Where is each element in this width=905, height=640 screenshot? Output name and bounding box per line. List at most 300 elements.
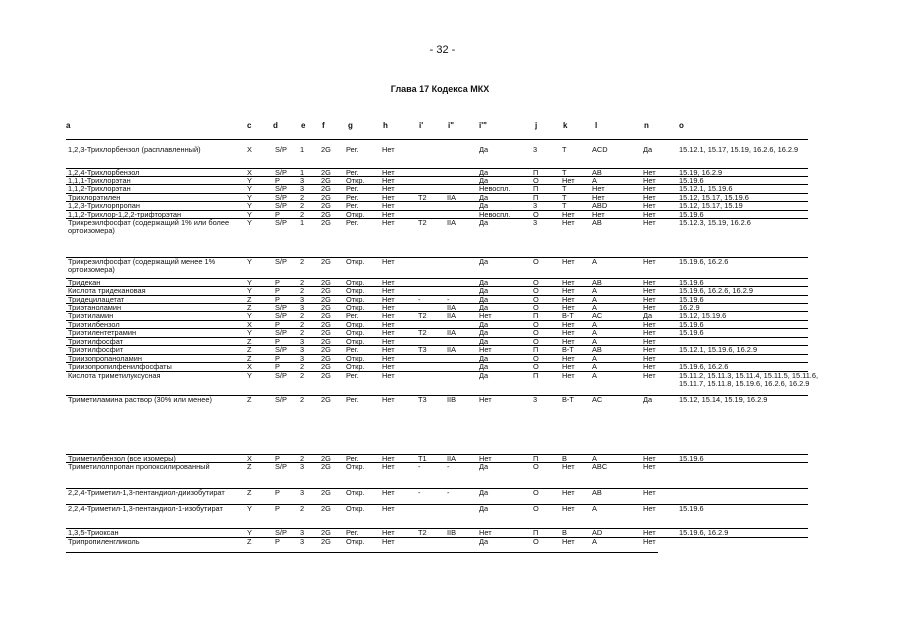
cell-i3: Да bbox=[479, 286, 489, 295]
cell-name: Трипропиленгликоль bbox=[68, 537, 140, 546]
cell-g: Откр. bbox=[346, 303, 365, 312]
cell-n: Нет bbox=[643, 537, 656, 546]
cell-n: Нет bbox=[643, 504, 656, 513]
cell-o: 15.12.1, 15.19.6 bbox=[679, 184, 733, 193]
cell-d: S/P bbox=[275, 303, 287, 312]
column-header-l: l bbox=[595, 121, 598, 130]
cell-l: AD bbox=[592, 528, 603, 537]
cell-d: S/P bbox=[275, 462, 287, 471]
cell-g: Откр. bbox=[346, 537, 365, 546]
cell-l: ABC bbox=[592, 462, 608, 471]
cell-l: A bbox=[592, 257, 597, 266]
cell-l: A bbox=[592, 328, 597, 337]
cell-f: 2G bbox=[321, 337, 331, 346]
cell-name: Кислота тридекановая bbox=[68, 286, 146, 295]
cell-o: 15.19.6, 16.2.9 bbox=[679, 528, 729, 537]
cell-name: Триэтилбензол bbox=[68, 320, 120, 329]
cell-h: Нет bbox=[382, 311, 395, 320]
cell-k: Нет bbox=[562, 218, 575, 227]
cell-j: О bbox=[533, 295, 539, 304]
cell-l: Нет bbox=[592, 184, 605, 193]
cell-h: Нет bbox=[382, 201, 395, 210]
cell-c: Y bbox=[247, 504, 252, 513]
cell-f: 2G bbox=[321, 210, 331, 219]
cell-h: Нет bbox=[382, 168, 395, 177]
cell-h: Нет bbox=[382, 303, 395, 312]
cell-e: 3 bbox=[300, 337, 305, 346]
cell-d: P bbox=[275, 354, 280, 363]
cell-d: S/P bbox=[275, 193, 287, 202]
cell-n: Нет bbox=[643, 303, 656, 312]
cell-g: Откр. bbox=[346, 210, 365, 219]
cell-k: Т bbox=[562, 184, 567, 193]
cell-n: Нет bbox=[643, 528, 656, 537]
cell-l: AB bbox=[592, 278, 602, 287]
cell-n: Нет bbox=[643, 371, 656, 380]
column-header-c: c bbox=[247, 121, 252, 130]
cell-f: 2G bbox=[321, 257, 331, 266]
cell-h: Нет bbox=[382, 462, 395, 471]
cell-h: Нет bbox=[382, 320, 395, 329]
cell-i3: Да bbox=[479, 371, 489, 380]
cell-d: P bbox=[275, 362, 280, 371]
cell-k: В bbox=[562, 528, 567, 537]
cell-j: О bbox=[533, 504, 539, 513]
cell-n: Нет bbox=[643, 362, 656, 371]
cell-i3: Да bbox=[479, 295, 489, 304]
cell-d: P bbox=[275, 320, 280, 329]
cell-i2: IIA bbox=[447, 218, 457, 227]
cell-i2: IIA bbox=[447, 193, 457, 202]
cell-e: 3 bbox=[300, 462, 305, 471]
cell-name: Тридецилацетат bbox=[68, 295, 125, 304]
cell-h: Нет bbox=[382, 537, 395, 546]
cell-f: 2G bbox=[321, 528, 331, 537]
cell-i2: - bbox=[447, 295, 450, 304]
cell-h: Нет bbox=[382, 278, 395, 287]
cell-g: Откр. bbox=[346, 362, 365, 371]
cell-c: Z bbox=[247, 337, 252, 346]
cell-e: 2 bbox=[300, 311, 305, 320]
cell-j: О bbox=[533, 537, 539, 546]
cell-c: Z bbox=[247, 488, 252, 497]
cell-j: 3 bbox=[533, 218, 538, 227]
cell-h: Нет bbox=[382, 337, 395, 346]
cell-d: P bbox=[275, 504, 280, 513]
cell-name: Триэтилфосфат bbox=[68, 337, 124, 346]
cell-i1: Т2 bbox=[418, 528, 427, 537]
cell-l: A bbox=[592, 371, 597, 380]
cell-e: 3 bbox=[300, 345, 305, 354]
row-divider bbox=[66, 552, 658, 553]
cell-e: 3 bbox=[300, 354, 305, 363]
cell-c: Y bbox=[247, 311, 252, 320]
cell-o: 15.12.1, 15.17, 15.19, 16.2.6, 16.2.9 bbox=[679, 145, 799, 154]
cell-k: Нет bbox=[562, 303, 575, 312]
page-number: - 32 - bbox=[429, 44, 456, 56]
cell-l: ACD bbox=[592, 145, 608, 154]
cell-l: A bbox=[592, 354, 597, 363]
cell-l: AB bbox=[592, 168, 602, 177]
cell-g: Рег. bbox=[346, 454, 359, 463]
cell-i3: Да bbox=[479, 168, 489, 177]
cell-l: Нет bbox=[592, 210, 605, 219]
cell-c: X bbox=[247, 145, 252, 154]
cell-k: Нет bbox=[562, 337, 575, 346]
cell-d: P bbox=[275, 278, 280, 287]
cell-i3: Да bbox=[479, 488, 489, 497]
cell-g: Рег. bbox=[346, 201, 359, 210]
cell-i3: Да bbox=[479, 354, 489, 363]
cell-name: 1,2,4-Трихлорбензол bbox=[68, 168, 140, 177]
cell-g: Откр. bbox=[346, 257, 365, 266]
cell-o: 15.19.6 bbox=[679, 320, 704, 329]
cell-j: О bbox=[533, 257, 539, 266]
cell-c: Z bbox=[247, 537, 252, 546]
cell-h: Нет bbox=[382, 295, 395, 304]
cell-d: P bbox=[275, 454, 280, 463]
cell-j: О bbox=[533, 286, 539, 295]
cell-f: 2G bbox=[321, 395, 331, 404]
cell-d: S/P bbox=[275, 257, 287, 266]
cell-d: P bbox=[275, 295, 280, 304]
cell-name: 1,2,3-Трихлорбензол (расплавленный) bbox=[68, 145, 201, 154]
cell-c: Y bbox=[247, 193, 252, 202]
cell-j: О bbox=[533, 278, 539, 287]
cell-o: 15.12, 15.17, 15.19.6 bbox=[679, 193, 749, 202]
cell-i1: Т3 bbox=[418, 395, 427, 404]
cell-l: A bbox=[592, 303, 597, 312]
chapter-title: Глава 17 Кодекса МКХ bbox=[390, 84, 490, 94]
cell-n: Нет bbox=[643, 454, 656, 463]
cell-d: P bbox=[275, 488, 280, 497]
cell-i3: Нет bbox=[479, 311, 492, 320]
cell-d: S/P bbox=[275, 395, 287, 404]
cell-g: Откр. bbox=[346, 337, 365, 346]
cell-k: Нет bbox=[562, 537, 575, 546]
cell-f: 2G bbox=[321, 201, 331, 210]
cell-i1: - bbox=[418, 488, 421, 497]
cell-i3: Да bbox=[479, 201, 489, 210]
cell-c: X bbox=[247, 454, 252, 463]
cell-j: П bbox=[533, 371, 539, 380]
cell-name: Кислота триметилуксусная bbox=[68, 371, 161, 380]
cell-n: Нет bbox=[643, 184, 656, 193]
cell-e: 2 bbox=[300, 504, 305, 513]
cell-h: Нет bbox=[382, 395, 395, 404]
cell-n: Нет bbox=[643, 488, 656, 497]
cell-name: 1,3,5-Триоксан bbox=[68, 528, 119, 537]
cell-o: 15.12, 15.17, 15.19 bbox=[679, 201, 743, 210]
cell-n: Нет bbox=[643, 320, 656, 329]
cell-l: A bbox=[592, 362, 597, 371]
cell-f: 2G bbox=[321, 176, 331, 185]
column-header-h: h bbox=[383, 121, 388, 130]
cell-g: Рег. bbox=[346, 145, 359, 154]
column-header-n: n bbox=[644, 121, 649, 130]
cell-c: Y bbox=[247, 328, 252, 337]
cell-o: 15.19.6 bbox=[679, 454, 704, 463]
cell-e: 1 bbox=[300, 168, 305, 177]
cell-j: О bbox=[533, 176, 539, 185]
cell-d: P bbox=[275, 286, 280, 295]
cell-j: П bbox=[533, 168, 539, 177]
cell-h: Нет bbox=[382, 454, 395, 463]
cell-name: 1,1,2-Трихлор-1,2,2-трифторэтан bbox=[68, 210, 182, 219]
cell-i3: Да bbox=[479, 193, 489, 202]
cell-l: A bbox=[592, 337, 597, 346]
cell-i1: Т2 bbox=[418, 311, 427, 320]
cell-k: Нет bbox=[562, 362, 575, 371]
cell-k: Нет bbox=[562, 462, 575, 471]
cell-h: Нет bbox=[382, 371, 395, 380]
cell-name: 1,1,1-Трихлорэтан bbox=[68, 176, 131, 185]
cell-name: 1,1,2-Трихлорэтан bbox=[68, 184, 131, 193]
cell-f: 2G bbox=[321, 168, 331, 177]
cell-l: AB bbox=[592, 218, 602, 227]
cell-d: P bbox=[275, 176, 280, 185]
cell-f: 2G bbox=[321, 462, 331, 471]
cell-i3: Невоспл. bbox=[479, 210, 511, 219]
cell-k: Нет bbox=[562, 354, 575, 363]
cell-f: 2G bbox=[321, 504, 331, 513]
column-header-name: a bbox=[66, 121, 71, 130]
cell-c: Y bbox=[247, 184, 252, 193]
cell-e: 1 bbox=[300, 145, 305, 154]
cell-name: Триметиламина раствор (30% или менее) bbox=[68, 395, 212, 404]
cell-n: Нет bbox=[643, 193, 656, 202]
cell-c: Z bbox=[247, 462, 252, 471]
cell-n: Нет bbox=[643, 295, 656, 304]
cell-k: Нет bbox=[562, 328, 575, 337]
cell-l: ABD bbox=[592, 201, 608, 210]
cell-d: S/P bbox=[275, 528, 287, 537]
cell-o: 15.12, 15.14, 15.19, 16.2.9 bbox=[679, 395, 768, 404]
cell-i1: Т2 bbox=[418, 218, 427, 227]
cell-e: 3 bbox=[300, 488, 305, 497]
cell-k: В-Т bbox=[562, 345, 574, 354]
header-rule bbox=[66, 139, 808, 140]
cell-i2: IIA bbox=[447, 303, 457, 312]
cell-j: О bbox=[533, 337, 539, 346]
cell-f: 2G bbox=[321, 278, 331, 287]
cell-name: Триизопропилфенилфосфаты bbox=[68, 362, 172, 371]
cell-n: Нет bbox=[643, 345, 656, 354]
cell-e: 2 bbox=[300, 210, 305, 219]
cell-f: 2G bbox=[321, 454, 331, 463]
cell-e: 2 bbox=[300, 286, 305, 295]
cell-h: Нет bbox=[382, 354, 395, 363]
cell-name: Триэтилентетрамин bbox=[68, 328, 137, 337]
cell-c: Z bbox=[247, 345, 252, 354]
cell-d: S/P bbox=[275, 184, 287, 193]
cell-o: 15.12.3, 15.19, 16.2.6 bbox=[679, 218, 751, 227]
cell-c: Z bbox=[247, 395, 252, 404]
cell-d: S/P bbox=[275, 201, 287, 210]
cell-i3: Да bbox=[479, 218, 489, 227]
cell-name: Тридекан bbox=[68, 278, 101, 287]
cell-i2: IIB bbox=[447, 528, 457, 537]
cell-j: П bbox=[533, 345, 539, 354]
cell-c: Y bbox=[247, 176, 252, 185]
cell-j: О bbox=[533, 354, 539, 363]
cell-h: Нет bbox=[382, 210, 395, 219]
cell-j: П bbox=[533, 454, 539, 463]
cell-j: О bbox=[533, 488, 539, 497]
cell-j: О bbox=[533, 462, 539, 471]
column-header-g: g bbox=[348, 121, 353, 130]
cell-c: X bbox=[247, 320, 252, 329]
cell-n: Нет bbox=[643, 328, 656, 337]
cell-h: Нет bbox=[382, 145, 395, 154]
cell-f: 2G bbox=[321, 218, 331, 227]
cell-i3: Да bbox=[479, 145, 489, 154]
cell-g: Откр. bbox=[346, 278, 365, 287]
cell-f: 2G bbox=[321, 371, 331, 380]
cell-h: Нет bbox=[382, 362, 395, 371]
cell-c: X bbox=[247, 168, 252, 177]
cell-o: 15.19.6, 16.2.6 bbox=[679, 362, 729, 371]
cell-k: Нет bbox=[562, 278, 575, 287]
cell-f: 2G bbox=[321, 354, 331, 363]
cell-n: Да bbox=[643, 311, 653, 320]
cell-n: Нет bbox=[643, 286, 656, 295]
cell-e: 2 bbox=[300, 278, 305, 287]
cell-g: Откр. bbox=[346, 176, 365, 185]
column-header-i2: i" bbox=[448, 121, 455, 130]
cell-k: В-Т bbox=[562, 311, 574, 320]
cell-j: О bbox=[533, 320, 539, 329]
cell-g: Рег. bbox=[346, 168, 359, 177]
cell-i2: IIB bbox=[447, 395, 457, 404]
cell-e: 3 bbox=[300, 295, 305, 304]
cell-c: Y bbox=[247, 371, 252, 380]
cell-g: Рег. bbox=[346, 193, 359, 202]
cell-l: A bbox=[592, 286, 597, 295]
cell-i2: IIA bbox=[447, 311, 457, 320]
cell-name: 2,2,4-Триметил-1,3-пентандиол-диизобутират bbox=[68, 488, 225, 497]
cell-l: A bbox=[592, 176, 597, 185]
cell-e: 3 bbox=[300, 528, 305, 537]
cell-name: 1,2,3-Трихлорпропан bbox=[68, 201, 140, 210]
cell-i3: Да bbox=[479, 320, 489, 329]
cell-n: Нет bbox=[643, 278, 656, 287]
cell-k: Нет bbox=[562, 295, 575, 304]
cell-name: Триэтиламин bbox=[68, 311, 114, 320]
cell-n: Нет bbox=[643, 218, 656, 227]
cell-f: 2G bbox=[321, 295, 331, 304]
cell-f: 2G bbox=[321, 303, 331, 312]
cell-f: 2G bbox=[321, 362, 331, 371]
cell-name: Триэтаноламин bbox=[68, 303, 122, 312]
cell-k: Т bbox=[562, 145, 567, 154]
cell-j: П bbox=[533, 528, 539, 537]
cell-name: Триэтилфосфит bbox=[68, 345, 124, 354]
cell-d: P bbox=[275, 537, 280, 546]
cell-j: О bbox=[533, 303, 539, 312]
cell-h: Нет bbox=[382, 345, 395, 354]
cell-i3: Да bbox=[479, 504, 489, 513]
cell-g: Рег. bbox=[346, 184, 359, 193]
cell-i2: IIA bbox=[447, 454, 457, 463]
cell-e: 2 bbox=[300, 371, 305, 380]
cell-name: Триметилолпропан пропоксилированный bbox=[68, 462, 210, 471]
cell-k: Нет bbox=[562, 488, 575, 497]
cell-g: Рег. bbox=[346, 528, 359, 537]
cell-j: 3 bbox=[533, 145, 538, 154]
cell-i1: Т3 bbox=[418, 345, 427, 354]
cell-i3: Да bbox=[479, 328, 489, 337]
cell-o: 15.19.6, 16.2.6 bbox=[679, 257, 729, 266]
cell-k: Нет bbox=[562, 210, 575, 219]
cell-e: 2 bbox=[300, 454, 305, 463]
cell-d: S/P bbox=[275, 168, 287, 177]
cell-j: П bbox=[533, 184, 539, 193]
cell-k: Нет bbox=[562, 257, 575, 266]
cell-e: 3 bbox=[300, 537, 305, 546]
cell-i2: IIA bbox=[447, 345, 457, 354]
cell-c: Y bbox=[247, 257, 252, 266]
cell-n: Нет bbox=[643, 354, 656, 363]
cell-o: 15.12.1, 15.19.6, 16.2.9 bbox=[679, 345, 758, 354]
cell-o: 15.19.6 bbox=[679, 295, 704, 304]
cell-f: 2G bbox=[321, 286, 331, 295]
cell-k: Нет bbox=[562, 504, 575, 513]
cell-e: 3 bbox=[300, 176, 305, 185]
cell-l: A bbox=[592, 504, 597, 513]
cell-o: 15.11.2, 15.11.3, 15.11.4, 15.11.5, 15.11.6, 15.11.7, 15.11.8, 15.19.6, 16.2.6, 16.2.9 bbox=[679, 371, 819, 389]
cell-name: Трикрезилфосфат (содержащий менее 1% ортоизомера) bbox=[68, 257, 216, 275]
cell-c: Y bbox=[247, 528, 252, 537]
cell-i3: Нет bbox=[479, 345, 492, 354]
cell-c: Y bbox=[247, 286, 252, 295]
cell-i3: Да bbox=[479, 278, 489, 287]
cell-i2: IIA bbox=[447, 328, 457, 337]
cell-d: P bbox=[275, 337, 280, 346]
cell-i3: Да bbox=[479, 176, 489, 185]
cell-g: Откр. bbox=[346, 462, 365, 471]
cell-o: 15.19.6 bbox=[679, 504, 704, 513]
cell-g: Откр. bbox=[346, 320, 365, 329]
cell-n: Нет bbox=[643, 168, 656, 177]
cell-c: Z bbox=[247, 295, 252, 304]
cell-i2: - bbox=[447, 462, 450, 471]
cell-k: В-Т bbox=[562, 395, 574, 404]
cell-e: 3 bbox=[300, 303, 305, 312]
cell-f: 2G bbox=[321, 193, 331, 202]
cell-d: P bbox=[275, 210, 280, 219]
cell-h: Нет bbox=[382, 184, 395, 193]
cell-l: A bbox=[592, 454, 597, 463]
cell-f: 2G bbox=[321, 320, 331, 329]
cell-l: A bbox=[592, 320, 597, 329]
cell-f: 2G bbox=[321, 145, 331, 154]
cell-j: О bbox=[533, 328, 539, 337]
cell-n: Нет bbox=[643, 462, 656, 471]
cell-l: AC bbox=[592, 395, 603, 404]
cell-name: Триизопропаноламин bbox=[68, 354, 142, 363]
cell-i1: Т2 bbox=[418, 328, 427, 337]
cell-e: 2 bbox=[300, 395, 305, 404]
cell-i3: Да bbox=[479, 362, 489, 371]
cell-i3: Да bbox=[479, 537, 489, 546]
cell-d: S/P bbox=[275, 345, 287, 354]
cell-name: Трикрезилфосфат (содержащий 1% или более ортоизомера) bbox=[68, 218, 230, 236]
cell-f: 2G bbox=[321, 345, 331, 354]
cell-c: Y bbox=[247, 201, 252, 210]
column-header-e: e bbox=[301, 121, 306, 130]
cell-k: Т bbox=[562, 193, 567, 202]
